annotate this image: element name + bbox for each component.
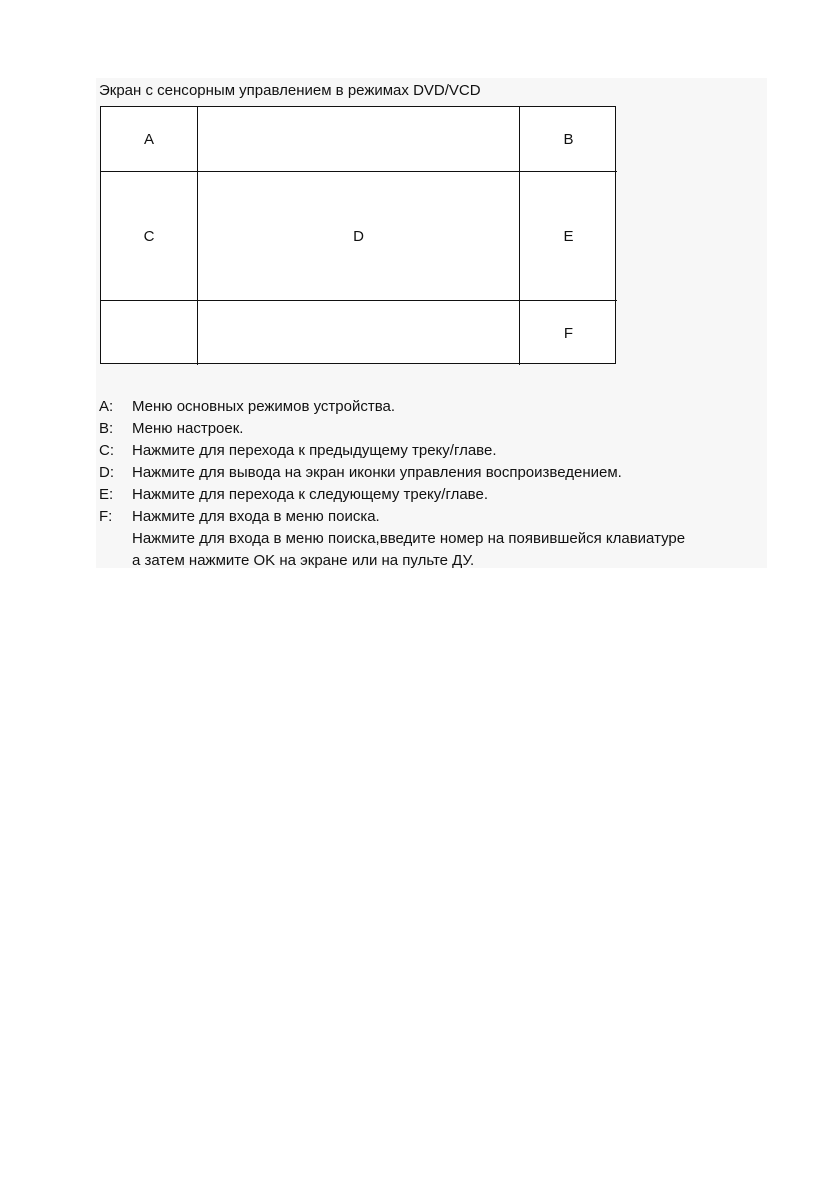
legend-key: A: [99, 398, 114, 415]
zone-bottom-left [101, 301, 198, 365]
legend-item-a [99, 396, 769, 418]
legend-text [132, 506, 769, 572]
legend-key: C: [99, 442, 114, 459]
legend-item-d [99, 462, 769, 484]
legend-key: B: [99, 420, 114, 437]
legend-line: Меню основных режимов устройства. [132, 398, 396, 415]
legend-line: Нажмите для перехода к предыдущему треку/главе. [132, 442, 497, 459]
zone-e: E [520, 172, 617, 301]
zone-c: C [101, 172, 198, 301]
legend-text [132, 418, 769, 440]
legend-text [132, 440, 769, 462]
zone-d: D [198, 172, 520, 301]
zone-a: A [101, 107, 198, 172]
zone-top-middle [198, 107, 520, 172]
legend-line: а затем нажмите OK на экране или на пульте ДУ. [132, 552, 475, 569]
legend-key: E: [99, 486, 114, 503]
legend-line: Нажмите для входа в меню поиска. [132, 508, 380, 525]
legend-text [132, 462, 769, 484]
legend-text [132, 396, 769, 418]
legend-line: Меню настроек. [132, 420, 244, 437]
legend-key: D: [99, 464, 114, 481]
zone-legend [99, 396, 769, 572]
legend-item-b [99, 418, 769, 440]
legend-item-f [99, 506, 769, 572]
page-title: Экран с сенсорным управлением в режимах DVD/VCD [99, 82, 481, 99]
zone-bottom-middle [198, 301, 520, 365]
touch-zone-diagram [100, 106, 616, 364]
zone-f: F [563, 324, 574, 342]
legend-item-c [99, 440, 769, 462]
legend-item-e [99, 484, 769, 506]
legend-key: F: [99, 508, 113, 525]
legend-line: Нажмите для входа в меню поиска,введите номер на появившейся клавиатуре [132, 530, 686, 547]
zone-b: B [520, 107, 617, 172]
legend-line: Нажмите для вывода на экран иконки управления воспроизведением. [132, 464, 622, 481]
legend-text [132, 484, 769, 506]
legend-line: Нажмите для перехода к следующему треку/главе. [132, 486, 488, 503]
